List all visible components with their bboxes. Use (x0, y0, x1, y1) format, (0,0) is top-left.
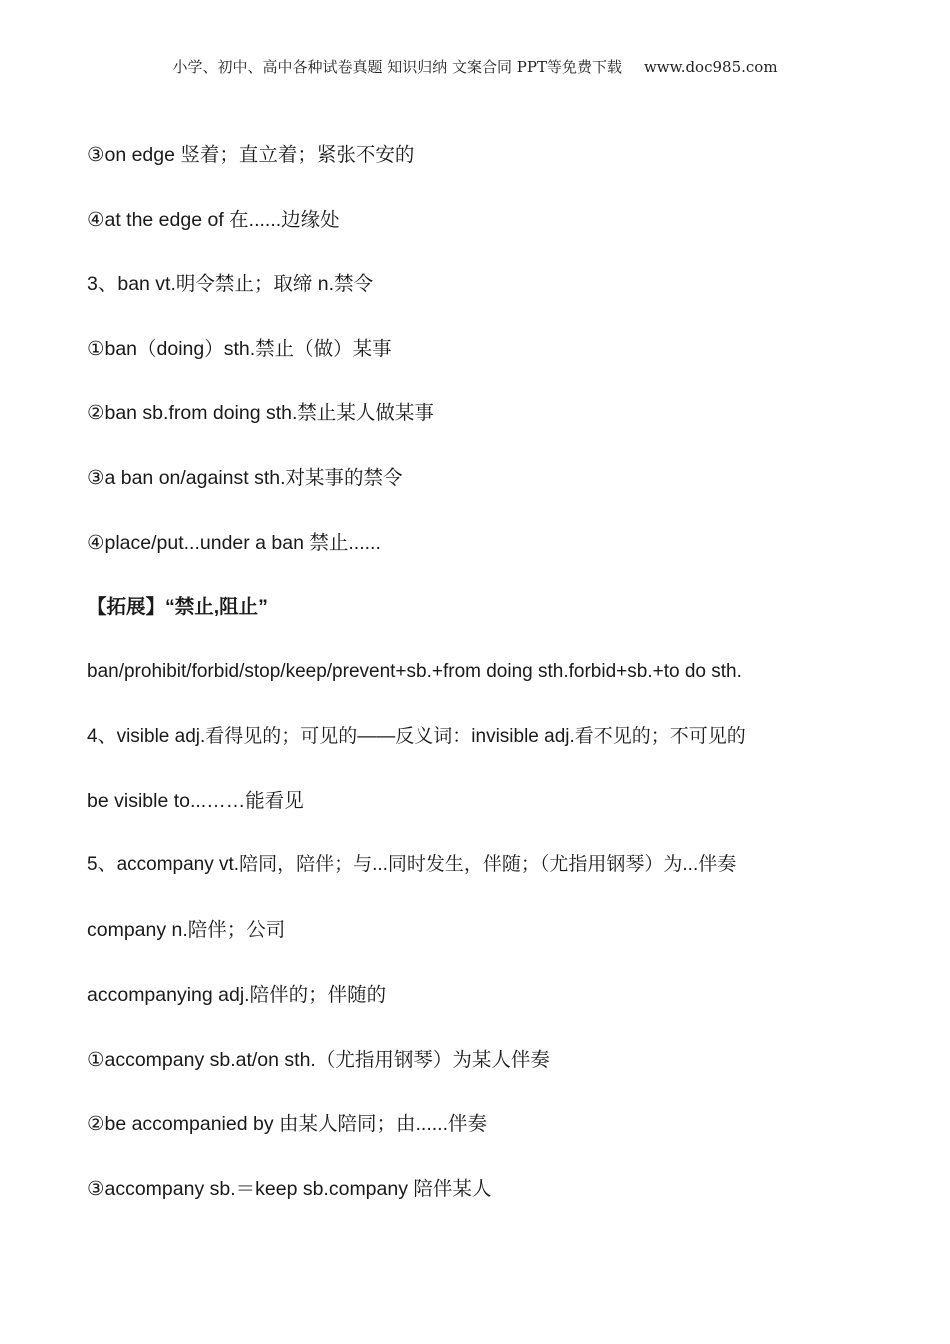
entry-visible-heading: 4、visible adj.看得见的；可见的——反义词：invisible adj.看不见的；不可见的 (87, 726, 746, 747)
line-under-a-ban: ④place/put...under a ban 禁止...... (87, 532, 381, 554)
line-at-the-edge-of: ④at the edge of 在......边缘处 (87, 209, 340, 231)
line-ban-doing-sth: ①ban（doing）sth.禁止（做）某事 (87, 338, 392, 360)
line-company: company n.陪伴；公司 (87, 919, 286, 941)
entry-ban-heading: 3、ban vt.明令禁止；取缔 n.禁令 (87, 273, 374, 295)
line-accompanying: accompanying adj.陪伴的；伴随的 (87, 984, 387, 1006)
line-accompany-sb-at: ①accompany sb.at/on sth.（尤指用钢琴）为某人伴奏 (87, 1049, 550, 1071)
page-header (0, 56, 950, 77)
line-on-edge: ③on edge 竖着；直立着；紧张不安的 (87, 144, 415, 166)
line-prohibit-forms: ban/prohibit/forbid/stop/keep/prevent+sb.+from doing sth.forbid+sb.+to do sth. (87, 661, 742, 682)
line-a-ban-on: ③a ban on/against sth.对某事的禁令 (87, 467, 403, 489)
line-be-accompanied-by: ②be accompanied by 由某人陪同；由......伴奏 (87, 1113, 488, 1135)
header-url[interactable]: www.doc985.com (643, 58, 778, 76)
header-text: 小学、初中、高中各种试卷真题 知识归纳 文案合同 PPT等免费下载 (172, 58, 622, 76)
extension-heading: 【拓展】“禁止,阻止” (87, 596, 268, 618)
line-ban-sb-from: ②ban sb.from doing sth.禁止某人做某事 (87, 402, 434, 424)
line-be-visible-to: be visible to...……能看见 (87, 790, 304, 812)
entry-accompany-heading: 5、accompany vt.陪同，陪伴；与...同时发生，伴随；（尤指用钢琴）为...伴奏 (87, 854, 737, 875)
line-keep-sb-company: ③accompany sb.＝keep sb.company 陪伴某人 (87, 1178, 492, 1200)
